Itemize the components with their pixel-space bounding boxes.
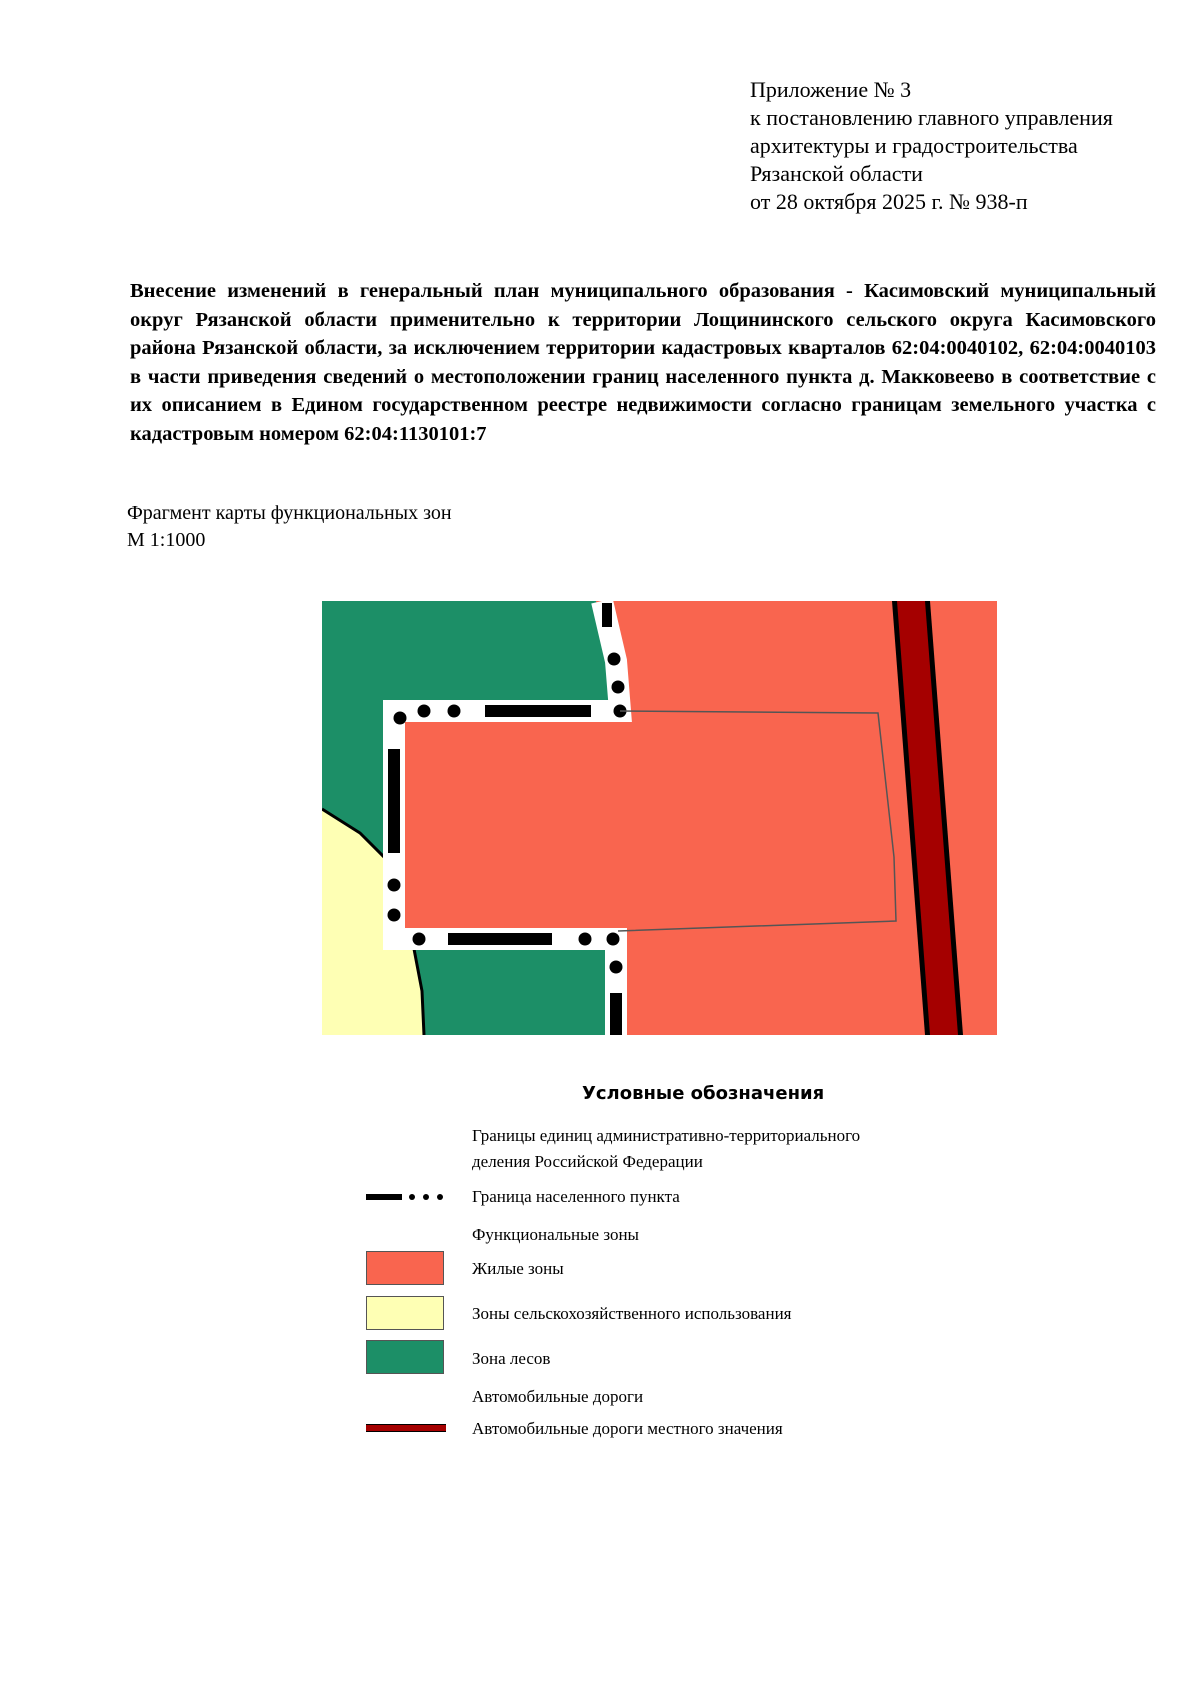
boundary-dot — [610, 961, 623, 974]
settlement-boundary-symbol — [366, 1190, 448, 1204]
agricultural-swatch — [366, 1296, 444, 1330]
legend-agricultural: Зоны сельскохозяйственного использования — [472, 1304, 792, 1323]
legend-forest: Зона лесов — [472, 1349, 551, 1368]
appendix-line: от 28 октября 2025 г. № 938-п — [750, 189, 1028, 214]
boundary-dot — [612, 681, 625, 694]
boundary-dash — [388, 749, 400, 853]
boundary-dot — [388, 879, 401, 892]
appendix-line: архитектуры и градостроительства — [750, 133, 1078, 158]
document-title: Внесение изменений в генеральный план муниципального образования - Касимовский муниципальный округ Рязанской области применительно к территории Лощининского сельского округа Касимовского района Рязанской области, за исключением территории кадастровых кварталов 62:04:0040102, 62:04:0040103 в части приведения сведений о местоположении границ населенного пункта д. Макковеево в соответствие с их описанием в Едином государственном реестре недвижимости согласно границам земельного участка с кадастровым номером 62:04:1130101:7 — [130, 280, 1156, 445]
local-road-symbol — [366, 1424, 446, 1432]
boundary-dot — [394, 712, 407, 725]
appendix-line: к постановлению главного управления — [750, 105, 1113, 130]
appendix-header — [750, 76, 1170, 216]
legend-settlement-boundary: Граница населенного пункта — [472, 1187, 680, 1206]
boundary-dash — [602, 603, 612, 627]
legend-functional-zones-heading: Функциональные зоны — [472, 1225, 639, 1244]
boundary-dash — [485, 705, 591, 717]
legend-local-roads: Автомобильные дороги местного значения — [472, 1419, 783, 1438]
residential-swatch — [366, 1251, 444, 1285]
boundary-symbol-dot — [409, 1194, 415, 1200]
boundary-dot — [448, 705, 461, 718]
boundary-symbol-dot — [437, 1194, 443, 1200]
boundary-symbol-dot — [423, 1194, 429, 1200]
boundary-dot — [388, 909, 401, 922]
map-caption — [127, 500, 727, 554]
legend-admin-boundary-line1: Границы единиц административно-территориального — [472, 1126, 861, 1145]
appendix-line: Рязанской области — [750, 161, 923, 186]
map-caption-title: Фрагмент карты функциональных зон — [127, 502, 452, 524]
boundary-dash — [610, 993, 622, 1035]
boundary-dash — [448, 933, 552, 945]
boundary-symbol-dash — [366, 1194, 402, 1200]
map-scale: М 1:1000 — [127, 529, 206, 551]
boundary-dot — [608, 653, 621, 666]
settlement-residential-area — [394, 711, 614, 939]
forest-swatch — [366, 1340, 444, 1374]
boundary-dot — [413, 933, 426, 946]
boundary-dot — [418, 705, 431, 718]
map-canvas — [322, 601, 997, 1035]
legend-residential: Жилые зоны — [472, 1259, 564, 1278]
legend-roads-heading: Автомобильные дороги — [472, 1387, 644, 1406]
appendix-line: Приложение № 3 — [750, 77, 912, 102]
legend-admin-boundary-line2: деления Российской Федерации — [472, 1152, 703, 1171]
functional-zones-map — [322, 601, 997, 1035]
legend-admin-boundary — [472, 1123, 860, 1175]
boundary-dot — [607, 933, 620, 946]
legend-title: Условные обозначения — [582, 1083, 825, 1104]
boundary-dot — [579, 933, 592, 946]
